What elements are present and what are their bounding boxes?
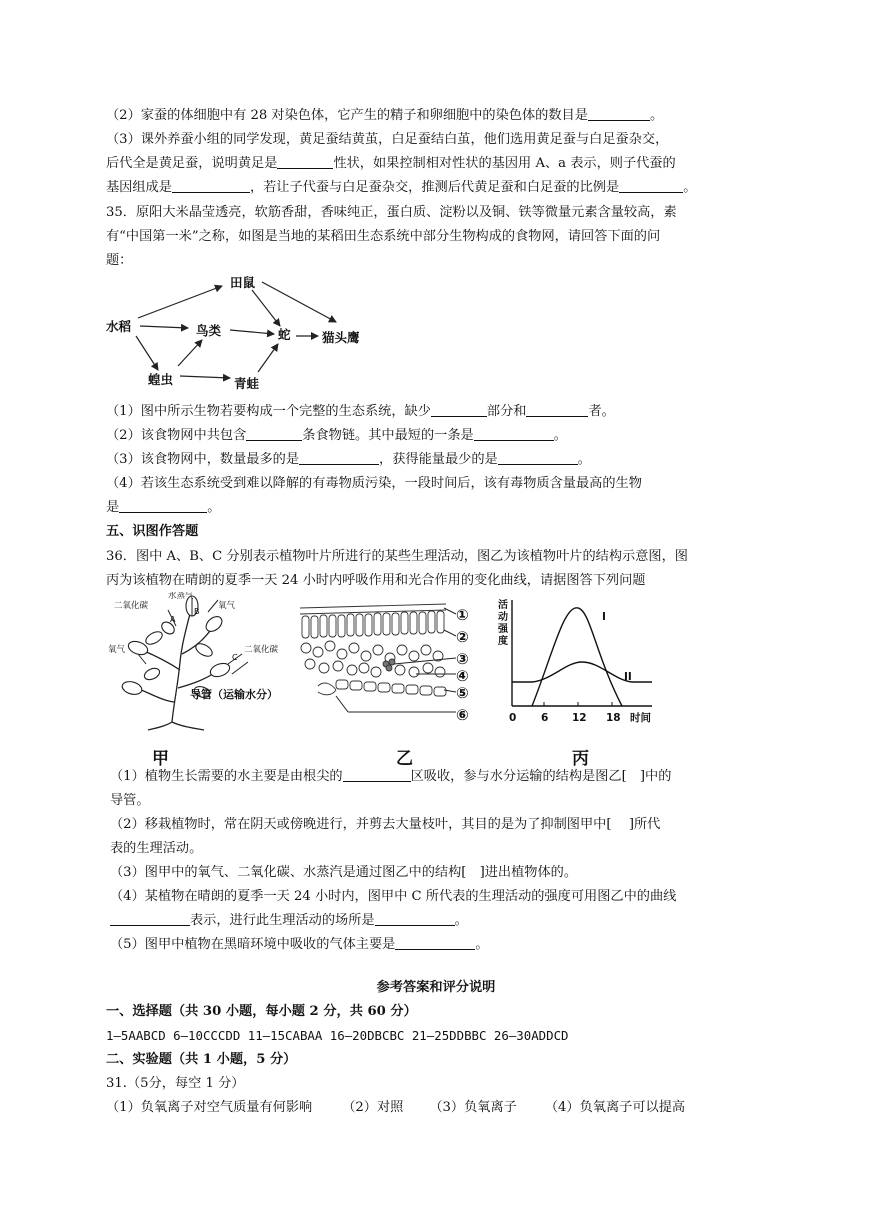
q34-part3-line1: （3）课外养蚕小组的同学发现，黄足蚕结黄茧，白足蚕结白茧，他们选用黄足蚕与白足蚕杂交，	[106, 132, 669, 147]
leaf-vein	[383, 659, 395, 671]
label-5: ⑤	[456, 684, 469, 702]
label-6: ⑥	[456, 706, 469, 724]
figure-caption-jia: 甲	[152, 749, 169, 769]
figure-caption-bing: 丙	[572, 749, 589, 769]
text: 。	[207, 500, 221, 515]
x-axis-label: 时间	[630, 712, 651, 724]
answer-blank[interactable]	[588, 106, 650, 121]
label-A: A	[170, 615, 176, 624]
text: ，获得能量最少的是	[379, 452, 498, 467]
x-tick-label: 12	[572, 712, 587, 724]
node-owl: 猫头鹰	[322, 330, 360, 345]
ylabel-char: 活	[498, 600, 508, 611]
label-o2-left: 氧气	[108, 645, 126, 655]
text: 。	[577, 452, 591, 467]
text: 表示，进行此生理活动的场所是	[190, 913, 375, 928]
ylabel-char: 动	[498, 612, 508, 623]
answer-blank[interactable]	[431, 402, 487, 417]
lower-epidermis	[336, 680, 446, 696]
q36-part2-line1: （2）移栽植物时，常在阴天或傍晚进行，并剪去大量枝叶，其目的是为了抑制图甲中[ ]所代	[110, 817, 661, 832]
text: 条食物链。其中最短的一条是	[302, 428, 474, 443]
answer-key-title: 参考答案和评分说明	[376, 980, 496, 995]
q35-stem-line3: 题：	[106, 253, 133, 268]
arrow-locust-birds	[178, 340, 202, 366]
q35-part4-line1: （4）若该生态系统受到难以降解的有毒物质污染，一段时间后，该有毒物质含量最高的生物	[106, 476, 642, 491]
text: 区吸收，参与水分运输的结构是图乙[ ]中的	[410, 769, 672, 784]
answer-blank[interactable]	[172, 178, 250, 193]
arrow-o2-top	[208, 600, 218, 612]
leaf	[143, 666, 162, 682]
label-co2-top: 二氧化碳	[114, 601, 149, 611]
q36-part4-line2	[110, 911, 770, 931]
upper-epidermis	[300, 604, 446, 608]
answer-blank[interactable]	[119, 498, 207, 513]
text: （3）负氧离子	[429, 1100, 517, 1115]
text: ，若让子代蚕与白足蚕杂交，推测后代黄足蚕和白足蚕的比例是	[249, 180, 620, 195]
node-snake: 蛇	[278, 327, 291, 342]
x-tick-label: 18	[606, 712, 621, 724]
answer-blank[interactable]	[110, 911, 190, 926]
label-B: B	[194, 607, 200, 616]
leaf	[203, 614, 225, 635]
node-vole: 田鼠	[230, 275, 256, 290]
answer-blank[interactable]	[395, 935, 475, 950]
curve-II-label: II	[624, 671, 632, 683]
text: 是	[106, 500, 120, 515]
label-4: ④	[456, 667, 469, 685]
text: （2）该食物网中共包含	[106, 428, 247, 443]
text: 一、选择题（共 30 小题，每小题 2 分，共 60 分）	[106, 1004, 417, 1019]
answer-31-heading: 31.（5分，每空 1 分）	[106, 1076, 245, 1091]
figure-yi-leaf-section	[296, 600, 486, 730]
figure-caption-yi: 乙	[396, 749, 413, 769]
label-o2-top: 氧气	[218, 601, 236, 611]
text: （1）植物生长需要的水主要是由根尖的	[110, 769, 343, 784]
q36-part5	[110, 935, 770, 955]
answer-blank[interactable]	[343, 767, 411, 782]
ylabel-char: 度	[498, 636, 508, 647]
text: 二、实验题（共 1 小题，5 分）	[106, 1052, 297, 1067]
leader-3	[394, 658, 456, 664]
label-water-vapor: 水蒸气	[168, 592, 194, 601]
q36-stem-line2: 丙为该植物在晴朗的夏季一天 24 小时内呼吸作用和光合作用的变化曲线，请据图答下列问题	[106, 573, 646, 588]
node-frog: 青蛙	[234, 376, 260, 391]
arrow-rice-vole	[138, 286, 222, 318]
node-rice: 水稻	[106, 319, 132, 334]
label-3: ③	[456, 650, 469, 668]
answer-blank[interactable]	[299, 450, 379, 465]
label-2: ②	[456, 628, 469, 646]
answer-section-2	[106, 1050, 766, 1070]
leaf	[144, 629, 165, 647]
text: 。	[454, 913, 468, 928]
curve-I	[532, 608, 622, 706]
spongy-layer	[301, 641, 445, 677]
text: 部分和	[486, 404, 527, 419]
q36-part1-line2: 导管。	[110, 793, 150, 808]
answer-keys: 1—5AABCD 6—10CCCDD 11—15CABAA 16—20DBCBC 21—25DDBBC 26—30ADDCD	[106, 1028, 569, 1043]
node-birds: 鸟类	[196, 323, 222, 338]
x-tick-label: 0	[509, 712, 517, 724]
q34-part2	[106, 106, 766, 126]
text: 基因组成是	[106, 180, 172, 195]
text: （2）家蚕的体细胞中有 28 对染色体，它产生的精子和卵细胞中的染色体的数目是	[106, 108, 588, 123]
text: 。	[553, 428, 567, 443]
text: 。	[649, 108, 664, 123]
plant-roots	[148, 722, 204, 730]
answer-blank[interactable]	[498, 450, 578, 465]
text: 。	[475, 937, 489, 952]
text: （2）对照	[342, 1100, 404, 1115]
plant-branch	[178, 672, 216, 688]
figure-bing-curves	[492, 596, 682, 730]
text: 后代全是黄足蚕，说明黄足是	[106, 156, 278, 171]
x-tick-label: 6	[541, 712, 549, 724]
node-locust: 蝗虫	[148, 372, 174, 387]
curve-I-label: I	[602, 611, 606, 623]
text: （4）负氧离子可以提高	[544, 1100, 686, 1115]
answer-blank[interactable]	[246, 426, 302, 441]
stoma	[318, 683, 336, 695]
section-heading: 五、识图作答题	[106, 524, 199, 539]
ylabel-char: 强	[498, 624, 508, 635]
arrow-vole-owl	[262, 282, 336, 322]
arrow-vole-snake	[252, 290, 280, 326]
q36-part2-line2: 表的生理活动。	[110, 841, 203, 856]
text: （1）负氧离子对空气质量有何影响	[106, 1100, 313, 1115]
q35-part1	[106, 402, 766, 422]
answer-blank[interactable]	[619, 178, 683, 193]
leader-6-a	[336, 696, 348, 712]
text: （3）该食物网中，数量最多的是	[106, 452, 300, 467]
q34-part3-line2	[106, 154, 766, 174]
text: 者。	[588, 404, 615, 419]
q36-stem-line1: 36．图中 A、B、C 分别表示植物叶片所进行的某些生理活动，图乙为该植物叶片的结构示意图，图	[106, 549, 688, 564]
q35-part4-line2	[106, 498, 766, 518]
leaf	[121, 680, 143, 697]
food-web-diagram	[100, 268, 400, 398]
label-vessel: 导管（运输水分）	[190, 688, 278, 701]
text: 。	[683, 180, 697, 195]
arrow-birds-snake	[230, 330, 274, 334]
q36-part3: （3）图甲中的氧气、二氧化碳、水蒸汽是通过图乙中的结构[ ]进出植物体的。	[110, 865, 578, 880]
q35-stem-line1: 35．原阳大米晶莹透亮，软筋香甜，香味纯正，蛋白质、淀粉以及铜、铁等微量元素含量较高，素	[106, 205, 677, 220]
text: （1）图中所示生物若要构成一个完整的生态系统，缺少	[106, 404, 431, 419]
q35-stem-line2: 有“中国第一米”之称，如图是当地的某稻田生态系统中部分生物构成的食物网，请回答下面的问	[106, 229, 661, 244]
answer-section-1	[106, 1002, 766, 1022]
arrow-C	[232, 662, 248, 674]
answer-blank[interactable]	[474, 426, 554, 441]
label-co2-right: 二氧化碳	[244, 645, 279, 655]
label-1: ①	[456, 606, 469, 624]
figure-jia-plant	[108, 592, 303, 732]
arrow-rice-locust	[136, 336, 158, 370]
leader-1	[444, 608, 456, 614]
q35-part3	[106, 450, 766, 470]
q35-part2	[106, 426, 766, 446]
palisade-layer	[302, 611, 444, 638]
text: （5）图甲中植物在黑暗环境中吸收的气体主要是	[110, 937, 396, 952]
text: 性状，如果控制相对性状的基因用 A、a 表示，则子代蚕的	[333, 156, 676, 171]
answer-blank[interactable]	[277, 154, 333, 169]
arrow-o2-left	[138, 654, 146, 664]
q34-part3-line3	[106, 178, 766, 198]
arrow-frog-snake	[258, 344, 278, 372]
answer-blank[interactable]	[375, 911, 455, 926]
leader-2	[444, 630, 456, 636]
q36-part4-line1: （4）某植物在晴朗的夏季一天 24 小时内，图甲中 C 所代表的生理活动的强度可用图乙中的曲线	[110, 889, 677, 904]
label-C: C	[232, 653, 238, 662]
q36-part1-line1	[110, 767, 770, 787]
answer-blank[interactable]	[526, 402, 588, 417]
answer-31-items	[106, 1098, 766, 1118]
arrow-rice-birds	[140, 326, 188, 328]
arrow-locust-frog	[180, 376, 230, 378]
plant-branch	[142, 650, 180, 670]
